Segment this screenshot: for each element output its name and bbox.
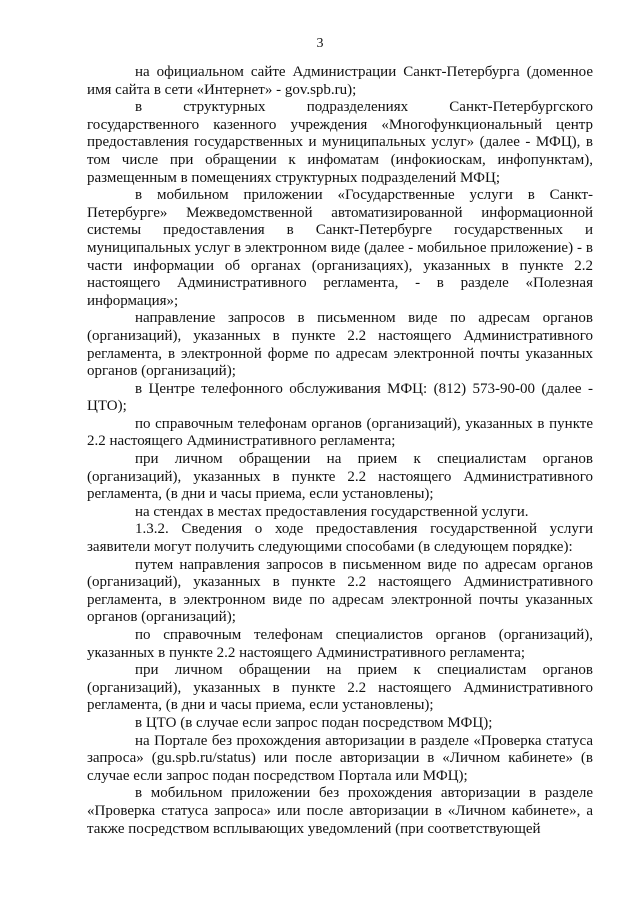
paragraph-status-portal: на Портале без прохождения авторизации в разделе «Проверка статуса запроса» (gu.spb.ru/status) или после авторизации в «Личном кабинете» (в случае если запрос подан посредством Портала или МФЦ); [87,732,593,784]
paragraph-status-phones: по справочным телефонам специалистов органов (организаций), указанных в пункте 2.2 настоящего Административного регламента; [87,627,593,661]
paragraph-mfc-divisions: в структурных подразделениях Санкт-Петербургского государственного казенного учреждения «Многофункциональный центр предоставления государственных и муниципальных услуг» (далее - МФЦ), в том числе при обращении к инфоматам (инфокиоскам, инфопунктам), размещенным в помещениях структурных подразделений МФЦ; [87,99,593,186]
document-body [87,64,593,838]
paragraph-status-call-center: в ЦТО (в случае если запрос подан посредством МФЦ); [135,714,493,731]
paragraph-reference-phones: по справочным телефонам органов (организаций), указанных в пункте 2.2 настоящего Административного регламента; [87,415,593,450]
paragraph-stands: на стендах в местах предоставления государственной услуги. [135,503,529,520]
paragraph-written-requests: направление запросов в письменном виде по адресам органов (организаций), указанных в пункте 2.2 настоящего Административного регламента, в электронной форме по адресам электронной почты указанных органов (организаций); [87,310,593,380]
paragraph-status-written-requests: путем направления запросов в письменном виде по адресам органов (организаций), указанных в пункте 2.2 настоящего Административного регламента, в электронном виде по адресам электронной почты указанных органов (организаций); [87,556,593,626]
paragraph-status-mobile-app: в мобильном приложении без прохождения авторизации в разделе «Проверка статуса запроса» или после авторизации в «Личном кабинете», а также посредством всплывающих уведомлений (при соответствующей [87,785,593,837]
paragraph-call-center: в Центре телефонного обслуживания МФЦ: (812) 573-90-00 (далее - ЦТО); [87,380,593,415]
paragraph-mobile-app: в мобильном приложении «Государственные услуги в Санкт-Петербурге» Межведомственной автоматизированной информационной системы предоставления в Санкт-Петербурге государственных и муниципальных услуг в электронном виде (далее - мобильное приложение) - в части информации об органах (организациях), указанных в пункте 2.2 настоящего Административного регламента, - в разделе «Полезная информация»; [87,187,593,309]
paragraph-personal-visit: при личном обращении на прием к специалистам органов (организаций), указанных в пункте 2.2 настоящего Административного регламента, (в дни и часы приема, если установлены); [87,451,593,503]
paragraph-status-personal-visit: при личном обращении на прием к специалистам органов (организаций), указанных в пункте 2.2 настоящего Административного регламента, (в дни и часы приема, если установлены); [87,662,593,714]
paragraph-section-1-3-2: 1.3.2. Сведения о ходе предоставления государственной услуги заявители могут получить следующими способами (в следующем порядке): [87,521,593,556]
page-number: 3 [316,36,324,51]
paragraph-official-site: на официальном сайте Администрации Санкт-Петербурга (доменное имя сайта в сети «Интернет» - gov.spb.ru); [87,64,593,98]
